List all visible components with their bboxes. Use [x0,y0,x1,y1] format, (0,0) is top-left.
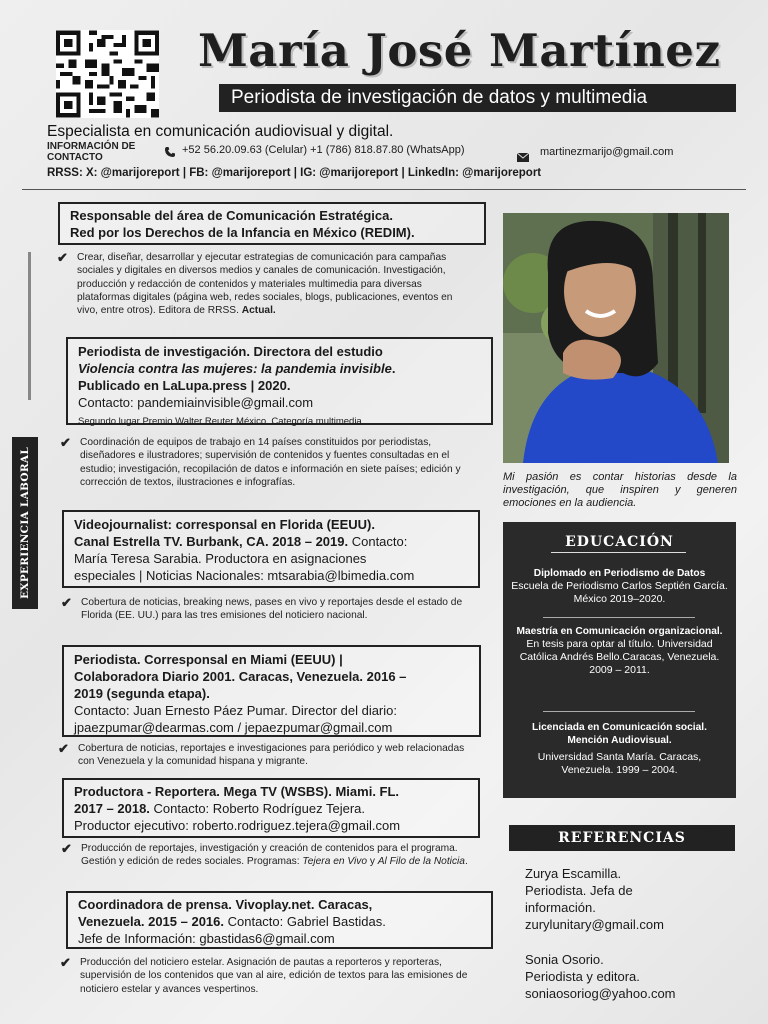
job-title: Videojournalist: corresponsal en Florida (EEUU). [74,517,375,532]
timeline-line [28,252,31,400]
education-degree: Licenciada en Comunicación social. Mención Audiovisual. [532,722,707,746]
program-name: Al Filo de la Noticia [377,856,465,868]
program-separator: y [367,856,378,868]
reference-name: Zurya Escamilla. [525,866,622,881]
reference-entry [525,865,664,933]
job-contact: Contacto: Gabriel Bastidas. [224,914,386,929]
job-title: Periodista de investigación. Directora del estudio [78,344,383,359]
job-publication: Publicado en LaLupa.press | 2020. [78,378,291,393]
education-detail: Universidad Santa María. Caracas, Venezuela. 1999 – 2004. [537,751,702,776]
profile-photo [503,213,729,463]
job-description-text: Coordinación de equipos de trabajo en 14 países constituidos por periodistas, diseñadores e ilustradores; supervisión de contenidos y fuentes consultadas en el estudio; investigación, recopilación de datos e información en siete países; edición y corrección de textos, ilustraciones e infografías. [80,437,461,488]
education-panel [503,522,736,798]
program-name: Tejera en Vivo [302,856,367,868]
education-title: EDUCACIÓN [565,534,674,550]
job-award: Segundo lugar Premio Walter Reuter México. Categoría multimedia. [78,416,365,427]
job-description-text: Crear, diseñar, desarrollar y ejecutar estrategias de comunicación para campañas sociales y digitales en diversos medios y canales de comunicación. Investigación, producción y redacción de contenidos y materiales multimedia para diversas plataformas digitales (página web, redes sociales, blogs, publicaciones, eventos en vivo, entre otros). Editora de RRSS. [77,252,453,317]
job-title: Productora - Reportera. Mega TV (WSBS). Miami. FL. [74,784,400,799]
program-end: . [464,856,468,868]
social-handles[interactable]: RRSS: X: @marijoreport | FB: @marijoreport | IG: @marijoreport | LinkedIn: @marijoreport [47,167,542,179]
job-description-text: Producción de reportajes, investigación y creación de contenidos para el programa. Gestión y edición de redes sociales. Programas: [81,843,458,868]
job-contact-email[interactable]: Productor ejecutivo: roberto.rodriguez.tejera@gmail.com [74,818,401,833]
job-contact: María Teresa Sarabia. Productora en asignaciones [74,551,367,566]
job-contact-label: Contacto: [348,534,408,549]
study-title-end: . [391,361,396,376]
job-org: Red por los Derechos de la Infancia en México (REDIM). [70,225,415,240]
job-description [61,841,476,869]
education-divider [543,711,695,712]
person-name: María José Martínez [198,24,721,77]
job-description [58,741,478,769]
job-box [62,778,480,838]
email-link[interactable]: martinezmarijo@gmail.com [540,146,674,158]
job-description-text: Producción del noticiero estelar. Asignación de pautas a reporteros y reporteras, supervisión de los contenidos que van al aire, edición de textos para las emisiones de noticiero estelar y avances vespertinos. [80,957,468,995]
reference-name: Sonia Osorio. [525,952,604,967]
job-contact: Contacto: Roberto Rodríguez Tejera. [149,801,366,816]
job-description [61,595,471,623]
job-contact: Contacto: Juan Ernesto Páez Pumar. Director del diario: [74,703,397,718]
check-icon: ✔ [61,595,72,610]
job-description-text: Cobertura de noticias, breaking news, pases en vivo y reportajes desde el estado de Florida (EE. UU.) para las tres emisiones del noticiero nacional. [81,597,463,622]
mail-icon [517,149,529,158]
reference-email[interactable]: zurylunitary@gmail.com [525,917,664,932]
reference-role: Periodista. Jefa de [525,883,633,898]
reference-role: Periodista y editora. [525,969,640,984]
phone-numbers[interactable]: +52 56.20.09.63 (Celular) +1 (786) 818.87.80 (WhatsApp) [182,144,465,156]
education-detail: En tesis para optar al título. Universidad Católica Andrés Bello.Caracas, Venezuela. 2009 – 2011. [519,638,720,676]
job-description-text: Cobertura de noticias, reportajes e investigaciones para periódico y web relacionadas con Venezuela y la comunidad hispana y migrante. [78,743,465,768]
education-item [511,567,728,606]
experience-label [12,437,38,609]
job-box [62,510,480,588]
job-contact-email[interactable]: especiales | Noticias Nacionales: mtsarabia@lbimedia.com [74,568,415,583]
check-icon: ✔ [61,841,72,856]
job-title-bar: Periodista de investigación de datos y multimedia [219,84,736,112]
check-icon: ✔ [60,435,71,450]
job-box [66,337,493,425]
education-degree: Maestría en Comunicación organizacional. [516,626,723,637]
study-title: Violencia contra las mujeres: la pandemia invisible [78,361,392,376]
job-title: Responsable del área de Comunicación Estratégica. [70,208,393,223]
job-description [60,435,480,489]
experience-label-text: EXPERIENCIA LABORAL [19,446,31,600]
job-box [62,645,481,737]
reference-role: información. [525,900,596,915]
job-contact-email[interactable]: Jefe de Información: gbastidas6@gmail.com [78,931,335,946]
check-icon: ✔ [57,250,68,265]
job-contact[interactable]: Contacto: pandemiainvisible@gmail.com [78,395,314,410]
reference-entry [525,951,676,1002]
job-box [66,891,493,949]
qr-code[interactable] [56,30,159,118]
header-divider [22,189,746,190]
job-dates: 2017 – 2018. [74,801,150,816]
job-title: Coordinadora de prensa. Vivoplay.net. Caracas, [78,897,373,912]
job-org: Colaboradora Diario 2001. Caracas, Venezuela. 2016 – [74,669,407,684]
education-item [511,721,728,777]
check-icon: ✔ [58,741,69,756]
education-item [511,625,728,677]
education-divider [543,617,695,618]
job-dates: 2019 (segunda etapa). [74,686,210,701]
photo-caption: Mi pasión es contar historias desde la investigación, que inspiren y generen emociones en la audiencia. [503,471,737,509]
contact-label: INFORMACIÓN DE CONTACTO [47,141,136,163]
job-contact-email[interactable]: jpaezpumar@dearmas.com / jepaezpumar@gmail.com [74,720,393,735]
job-title: Periodista. Corresponsal en Miami (EEUU) | [74,652,343,667]
education-degree: Diplomado en Periodismo de Datos [533,568,706,579]
job-current-flag: Actual. [241,305,276,317]
phone-icon [164,145,176,157]
job-description [60,955,482,996]
job-org: Canal Estrella TV. Burbank, CA. 2018 – 2019. [74,534,349,549]
job-description [57,250,472,317]
education-detail: Escuela de Periodismo Carlos Septién García. México 2019–2020. [511,580,728,605]
check-icon: ✔ [60,955,71,970]
education-title-underline [551,552,686,553]
tagline: Especialista en comunicación audiovisual y digital. [47,123,394,140]
job-dates: Venezuela. 2015 – 2016. [78,914,224,929]
reference-email[interactable]: soniaosoriog@yahoo.com [525,986,676,1001]
job-box [58,202,486,245]
references-title: REFERENCIAS [509,825,735,851]
